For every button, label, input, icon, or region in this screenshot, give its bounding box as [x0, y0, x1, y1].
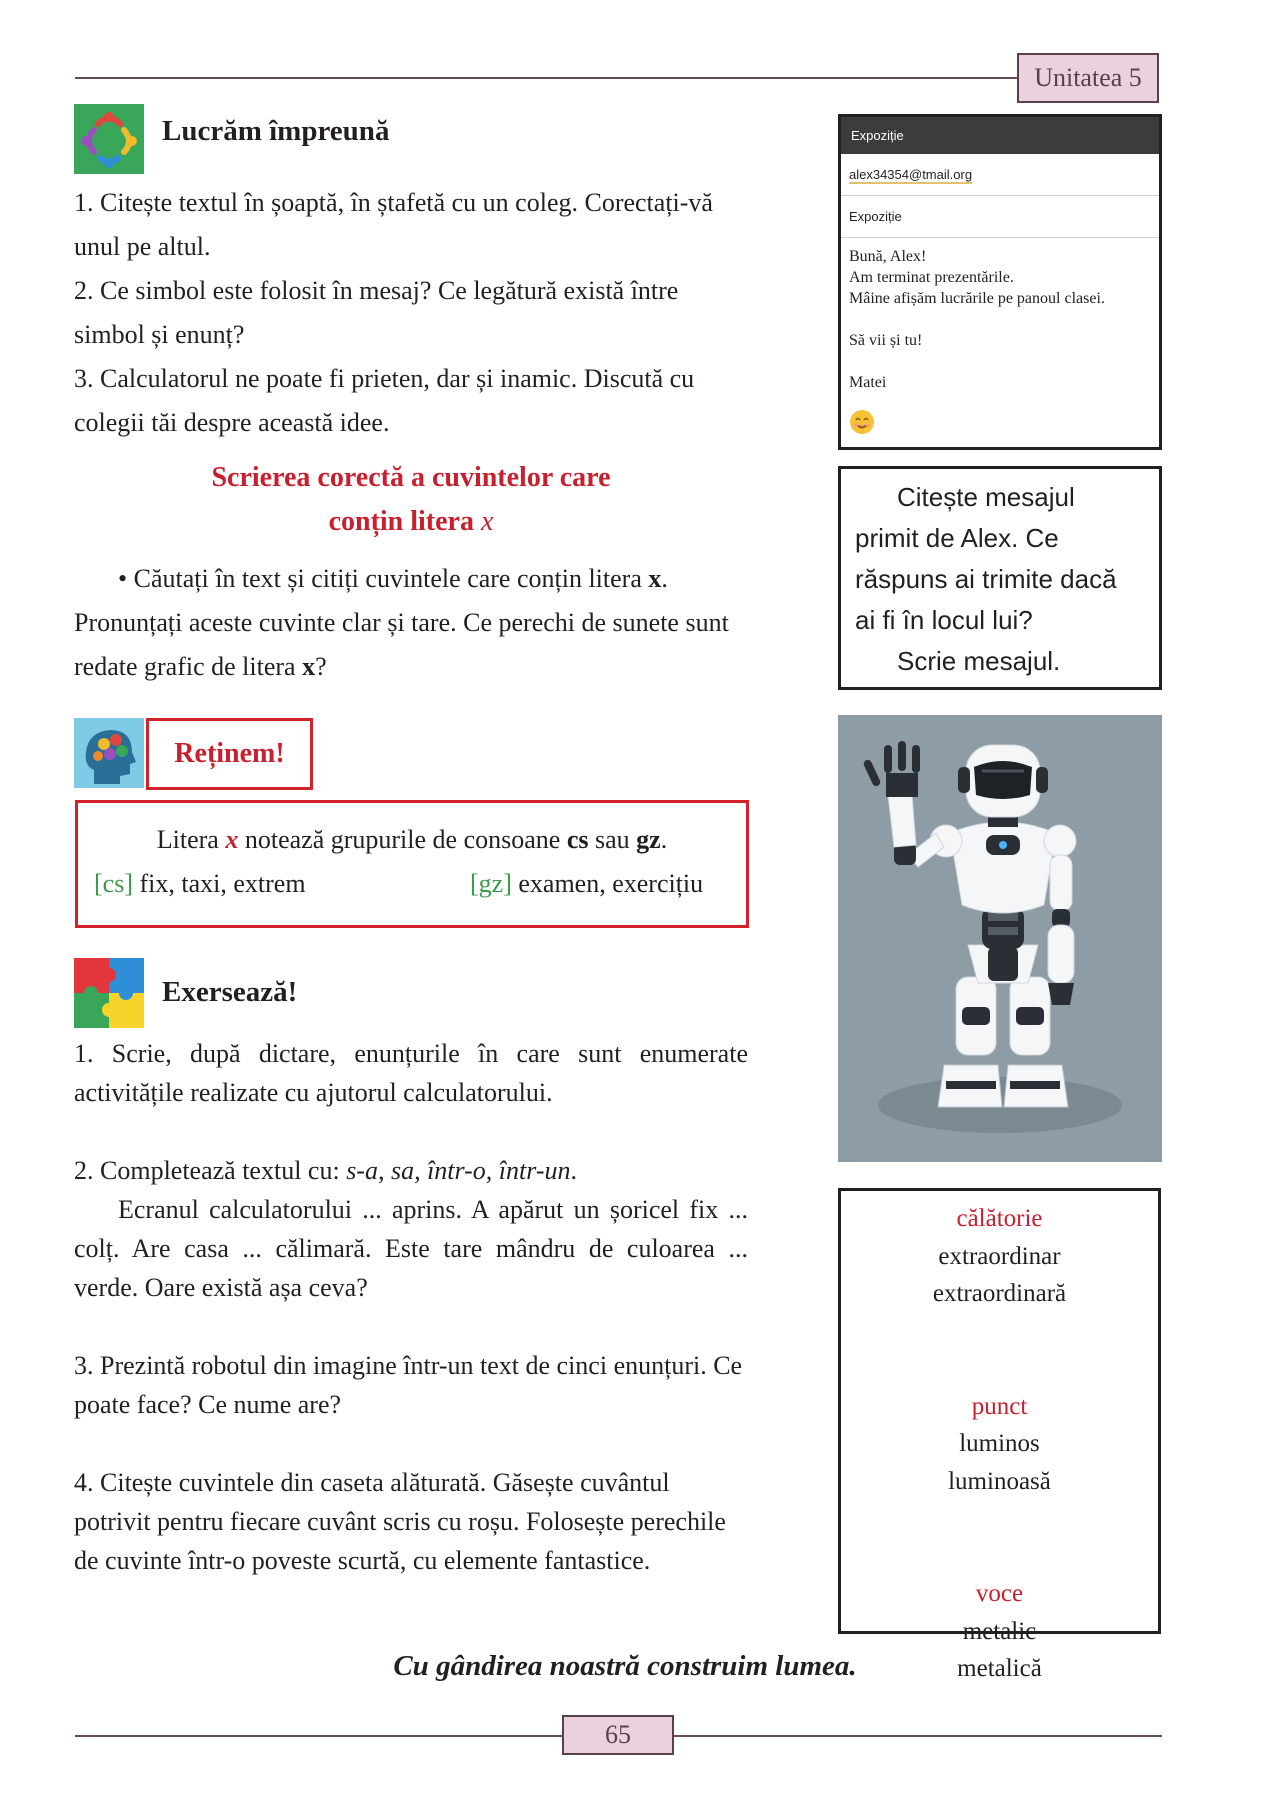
prompt-line-4: ai fi în locul lui? — [855, 605, 1033, 635]
exerseaza-title: Exersează! — [162, 976, 298, 1008]
rule-pre: Litera — [156, 825, 226, 854]
word-1-b: extraordinară — [932, 1280, 1067, 1307]
task-letter-2: x — [302, 652, 316, 681]
word-3-a: metalic — [962, 1617, 1037, 1645]
word-2-a: luminos — [959, 1430, 1040, 1457]
email-to-address: alex34354@tmail.org — [849, 167, 973, 182]
lucram-item-2: 2. Ce simbol este folosit în mesaj? Ce legătură există între simbol și enunț? — [74, 276, 679, 349]
rule-cs: cs — [566, 825, 589, 854]
word-red-3: voce — [975, 1580, 1024, 1607]
retinem-title: Reținem! — [146, 718, 313, 790]
email-line-1: Am terminat prezentările. — [849, 269, 1014, 286]
exercise-2-text: Ecranul calculatorului ... aprins. A apărut un șoricel fix ... colț. Are casa ... călimară. Este tare mândru de culoarea ... verde. Oare există așa ceva? — [74, 1195, 748, 1302]
lucram-item-1: 1. Citește textul în șoaptă, în ștafetă cu un coleg. Corectați-vă unul pe altul. — [74, 188, 713, 261]
email-line-2: Mâine afișăm lucrările pe panoul clasei. — [849, 290, 1105, 307]
rule-or: sau — [588, 825, 637, 854]
brain-head-icon — [74, 718, 144, 788]
exercise-4: 4. Citește cuvintele din caseta alăturată. Găsește cuvântul potrivit pentru fiecare cuvânt scris cu roșu. Folosește perechile de cuvinte într-o poveste scurtă, cu elemente fantastice. — [74, 1468, 726, 1575]
exercise-1: 1. Scrie, după dictare, enunțurile în care sunt enumerate activitățile realizate cu ajutorul calculatorului. — [74, 1039, 748, 1107]
email-greeting: Bună, Alex! — [849, 248, 927, 265]
exercise-3: 3. Prezintă robotul din imagine într-un text de cinci enunțuri. Ce poate face? Ce nume are? — [74, 1351, 743, 1419]
prompt-box — [838, 466, 1162, 690]
rule-mid: notează grupurile de consoane — [238, 825, 567, 854]
email-signature: Matei — [849, 374, 887, 391]
task-text-pre: • Căutați în text și citiți cuvintele care conțin litera — [118, 564, 649, 593]
robot-illustration — [838, 715, 1162, 1162]
smiley-emoji-icon — [849, 409, 875, 435]
prompt-line-2: primit de Alex. Ce — [855, 523, 1059, 553]
cs-tag: [cs] — [94, 869, 133, 898]
scrierea-task — [74, 557, 748, 689]
email-line-3: Să vii și tu! — [849, 332, 923, 349]
email-subject: Expoziție — [841, 196, 1159, 238]
word-red-1: călătorie — [956, 1205, 1043, 1232]
exercise-2 — [74, 1151, 748, 1190]
scrierea-title-line2: conțin litera — [328, 506, 474, 537]
email-body — [841, 238, 1159, 449]
word-pairs-box — [838, 1188, 1161, 1682]
prompt-line-5: Scrie mesajul. — [897, 646, 1061, 676]
gz-tag: [gz] — [470, 869, 512, 898]
example-gz — [470, 869, 703, 899]
task-text-mid: . Pronunțați aceste cuvinte clar și tare. Ce perechi de sunete sunt redate grafic de litera — [74, 564, 729, 681]
lucram-item-3: 3. Calculatorul ne poate fi prieten, dar și inamic. Discută cu colegii tăi despre această idee. — [74, 364, 695, 437]
prompt-line-1: Citește mesajul — [897, 482, 1075, 512]
email-window — [838, 114, 1162, 450]
robot-image — [838, 715, 1162, 1162]
rule-box — [75, 800, 749, 928]
scrierea-title-line1: Scrierea corectă a cuvintelor care — [211, 462, 611, 493]
rule-gz: gz — [636, 825, 661, 854]
header-rule — [75, 77, 1018, 79]
task-letter: x — [648, 564, 662, 593]
email-to — [841, 154, 1159, 196]
task-text-post: ? — [315, 652, 327, 681]
example-cs — [94, 869, 306, 899]
ex2-pre: 2. Completează textul cu: — [74, 1156, 347, 1185]
teamwork-icon — [74, 104, 144, 174]
scrierea-title — [74, 456, 748, 544]
puzzle-icon — [74, 958, 144, 1028]
page-number: 65 — [562, 1715, 674, 1755]
word-1-a: extraordinar — [938, 1242, 1061, 1270]
word-red-2: punct — [971, 1392, 1028, 1420]
email-window-title: Expoziție — [841, 117, 1159, 154]
gz-words: examen, exercițiu — [511, 869, 704, 898]
word-2-b: luminoasă — [948, 1467, 1051, 1495]
ex2-post: . — [570, 1156, 577, 1185]
unit-tag: Unitatea 5 — [1017, 53, 1159, 103]
rule-letter: x — [225, 825, 239, 854]
word-3-b: metalică — [957, 1655, 1042, 1682]
lucram-title: Lucrăm împreună — [162, 115, 390, 147]
motto: Cu gândirea noastră construim lumea. — [393, 1650, 857, 1682]
cs-words: fix, taxi, extrem — [132, 869, 306, 898]
rule-end: . — [660, 825, 668, 854]
prompt-line-3: răspuns ai trimite dacă — [855, 564, 1117, 594]
ex2-options: s-a, sa, într-o, într-un — [346, 1156, 571, 1185]
scrierea-title-letter: x — [480, 506, 494, 537]
rule-text — [78, 825, 746, 855]
